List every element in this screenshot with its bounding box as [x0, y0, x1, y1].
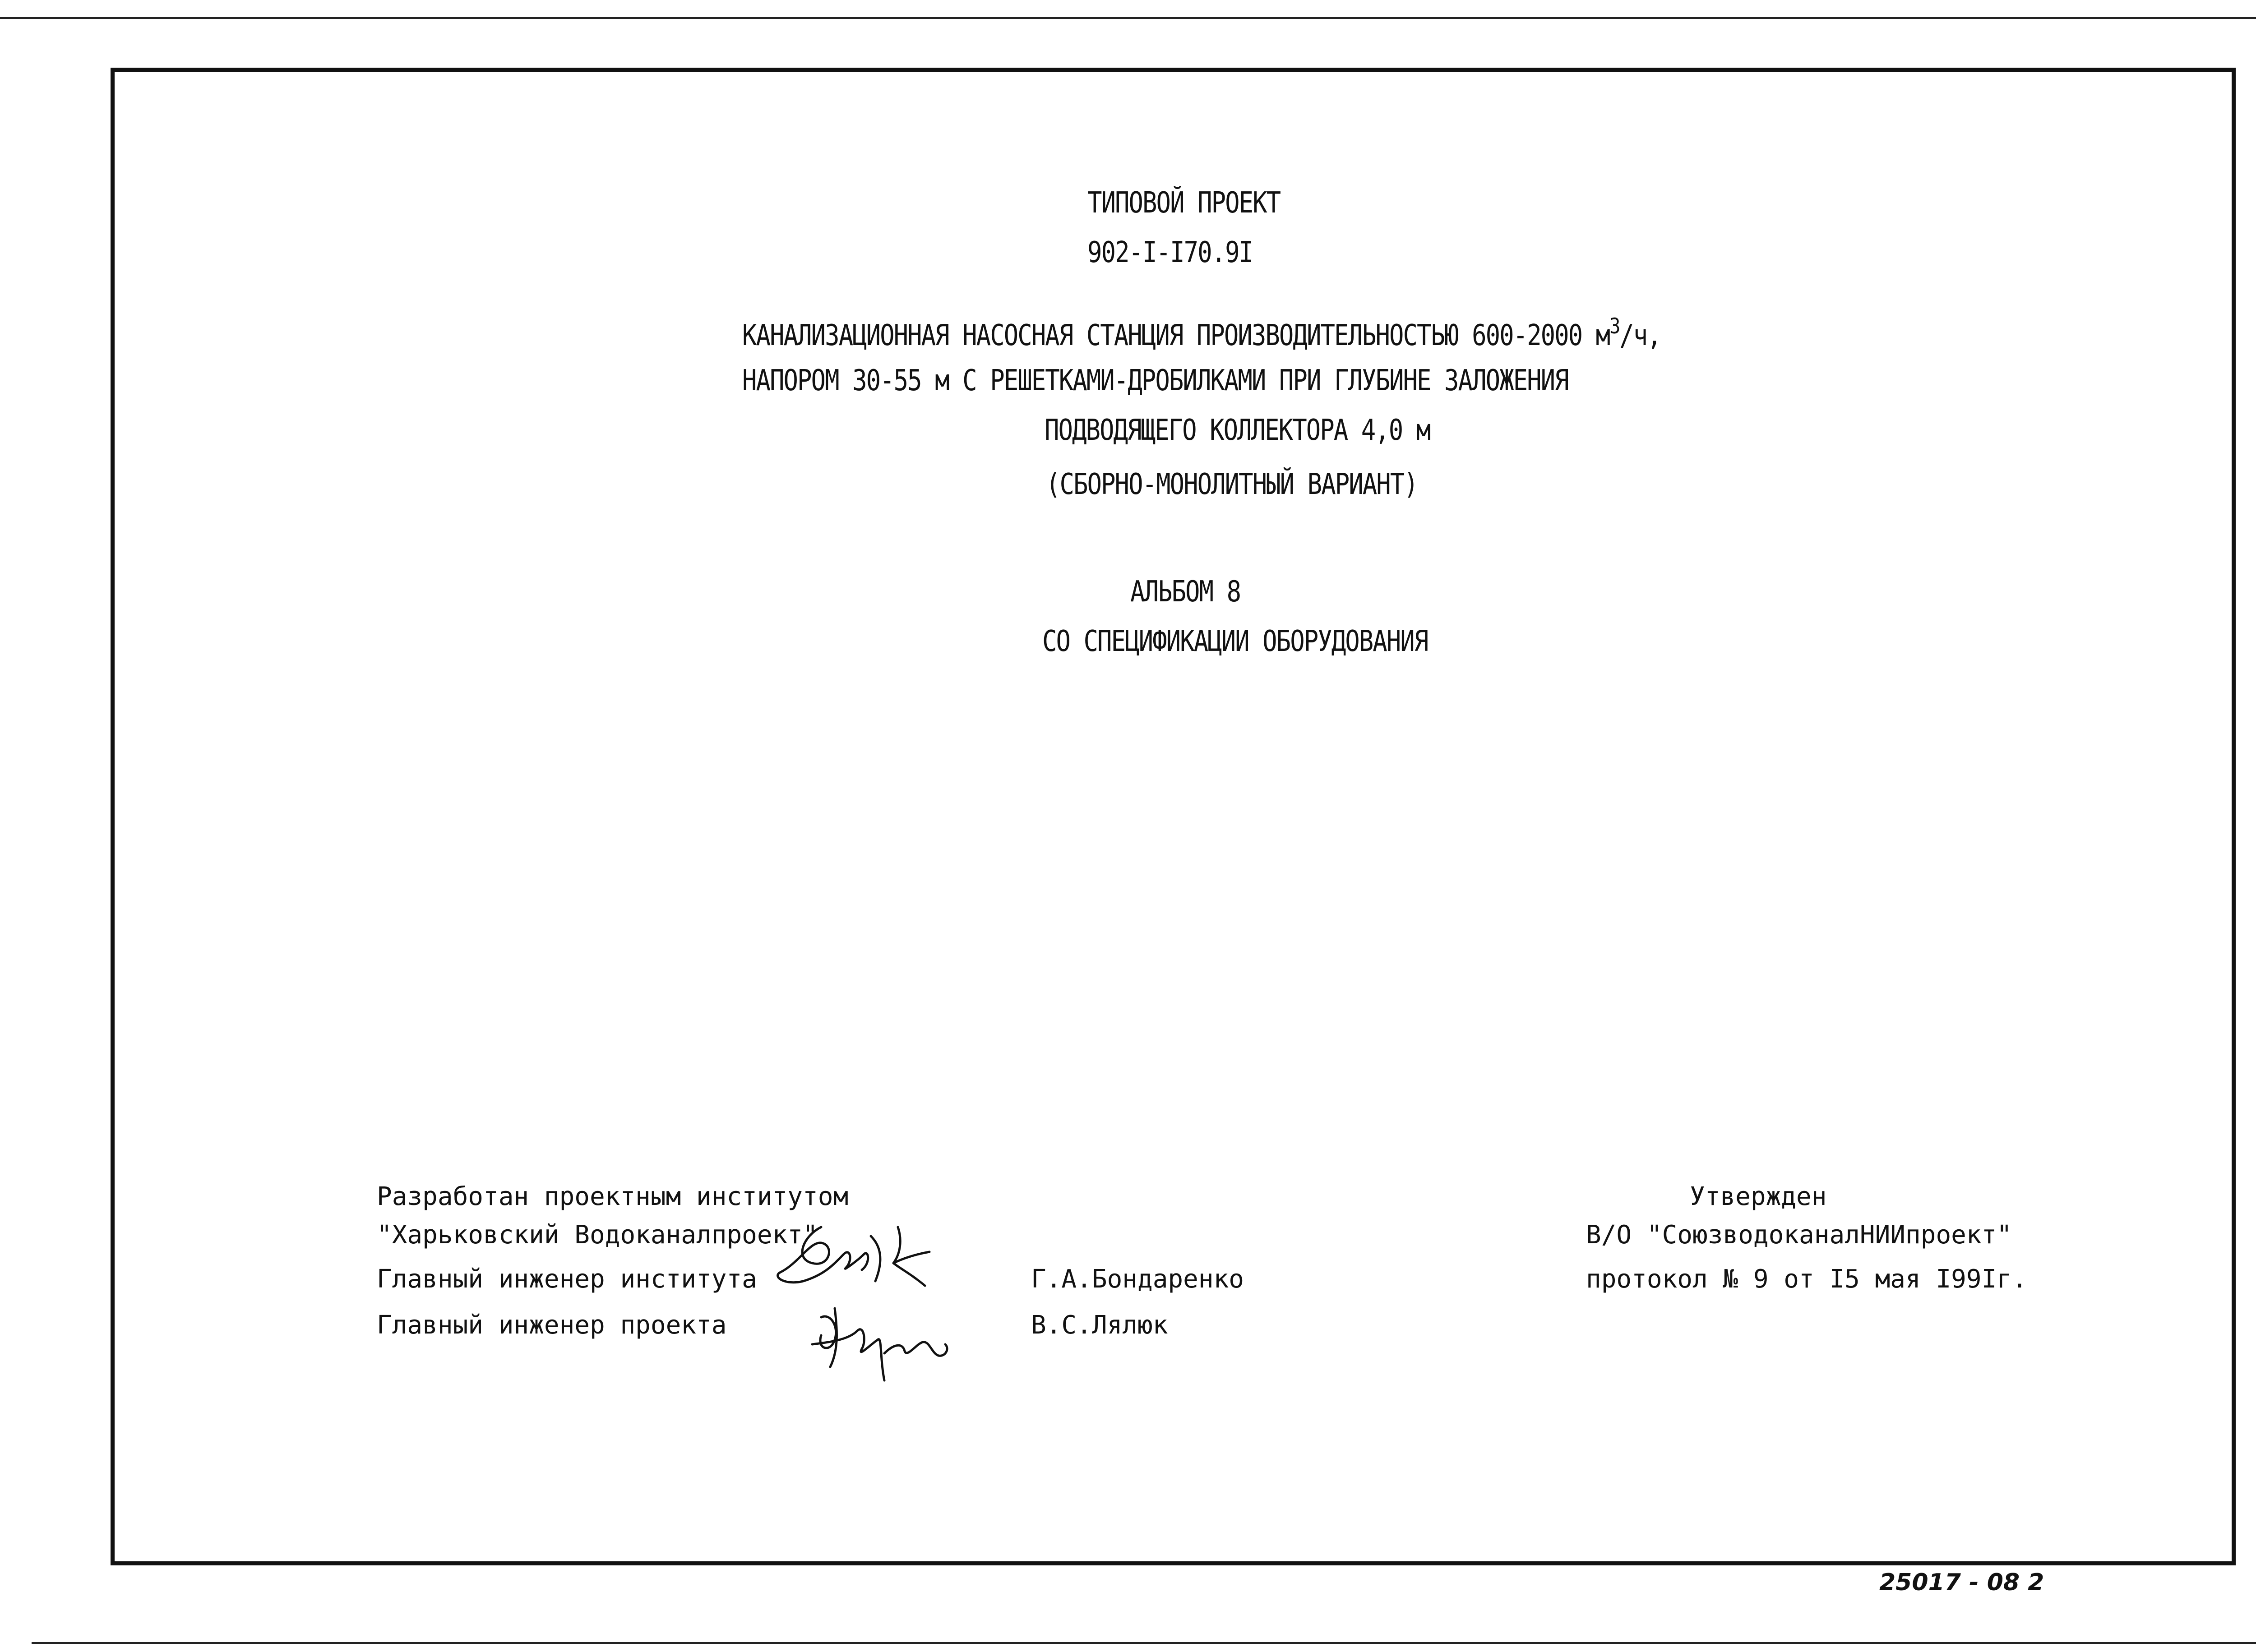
variant-label: (СБОРНО-МОНОЛИТНЫЙ ВАРИАНТ) — [1046, 467, 1418, 501]
sheet-edge-bottom — [32, 1642, 2256, 1644]
signature-chief-project — [803, 1299, 957, 1389]
chief-institute-name: Г.А.Бондаренко — [1031, 1264, 1244, 1294]
project-name-line2: НАПОРОМ 30-55 м С РЕШЕТКАМИ-ДРОБИЛКАМИ ПРИ ГЛУБИНЕ ЗАЛОЖЕНИЯ — [742, 364, 1568, 397]
project-name-line3: ПОДВОДЯЩЕГО КОЛЛЕКТОРА 4,0 м — [1045, 413, 1430, 447]
drawing-frame — [111, 68, 2236, 1565]
approval-protocol: протокол № 9 от I5 мая I99Iг. — [1586, 1264, 2027, 1294]
project-code: 902-I-I70.9I — [1087, 235, 1253, 269]
approval-line2: В/О "СоюзводоканалНИИпроект" — [1586, 1220, 2012, 1250]
sheet-edge-top — [0, 17, 2256, 19]
album-content: СО СПЕЦИФИКАЦИИ ОБОРУДОВАНИЯ — [1042, 624, 1428, 658]
project-name-line1: КАНАЛИЗАЦИОННАЯ НАСОСНАЯ СТАНЦИЯ ПРОИЗВОДИТЕЛЬНОСТЬЮ 600-2000 $м^3/ч$, — [742, 314, 1661, 352]
signature-chief-institute — [767, 1218, 957, 1304]
approval-line1: Утвержден — [1690, 1182, 1827, 1211]
title-line1: ТИПОВОЙ ПРОЕКТ — [1087, 186, 1281, 220]
album-label: АЛЬБОМ 8 — [1130, 575, 1241, 609]
sheet-number: 25017 - 08 2 — [1879, 1569, 2044, 1596]
chief-institute-label: Главный инженер института — [377, 1264, 757, 1294]
developer-line2: "Харьковский Водоканалпроект" — [377, 1220, 818, 1250]
developer-line1: Разработан проектным институтом — [377, 1182, 849, 1211]
chief-project-name: В.С.Лялюк — [1031, 1311, 1168, 1340]
chief-project-label: Главный инженер проекта — [377, 1311, 727, 1340]
